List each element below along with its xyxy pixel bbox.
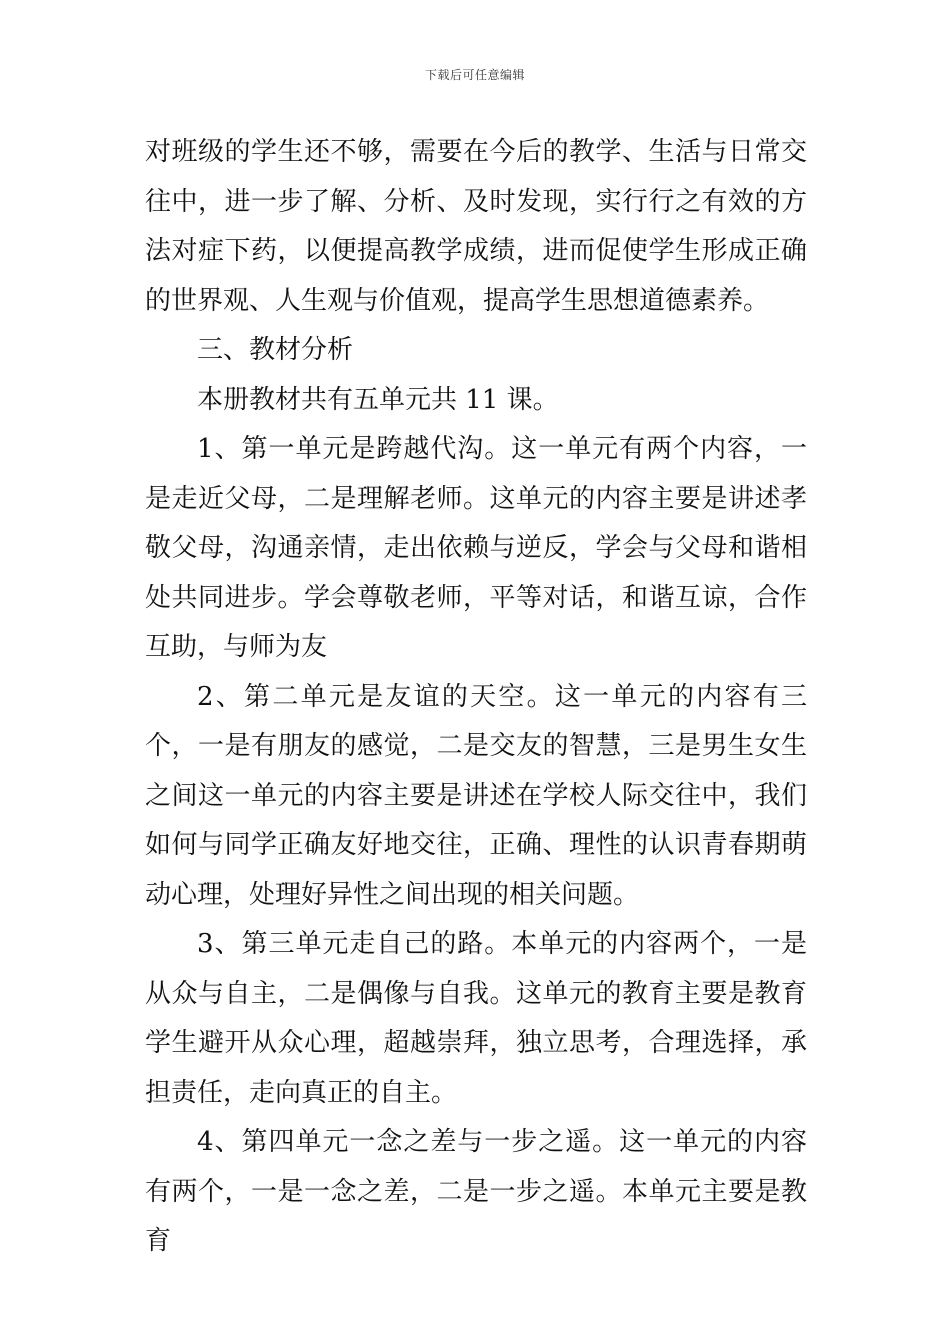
section-heading-textbook-analysis: 三、教材分析: [197, 335, 354, 365]
paragraph-overview: 本册教材共有五单元共 11 课。: [197, 384, 559, 415]
page-header-note: 下载后可任意编辑: [424, 68, 525, 82]
document-body: [145, 128, 807, 1267]
paragraph-unit-2: 2、第二单元是友谊的天空。这一单元的内容有三个，一是有朋友的感觉，二是交友的智慧，三是男生女生之间这一单元的内容主要是讲述在学校人际交往中，我们如何与同学正确友好地交往，正确、理性的认识青春期萌动心理，处理好异性之间出现的相关问题。: [145, 681, 807, 910]
paragraph-continuation: 对班级的学生还不够，需要在今后的教学、生活与日常交往中，进一步了解、分析、及时发现，实行行之有效的方法对症下药，以便提高教学成绩，进而促使学生形成正确的世界观、人生观与价值观，提高学生思想道德素养。: [145, 137, 807, 316]
paragraph-unit-1: 1、第一单元是跨越代沟。这一单元有两个内容，一是走近父母，二是理解老师。这单元的内容主要是讲述孝敬父母，沟通亲情，走出依赖与逆反，学会与父母和谐相处共同进步。学会尊敬老师，平等对话，和谐互谅，合作互助，与师为友: [145, 434, 807, 662]
paragraph-unit-4: 4、第四单元一念之差与一步之遥。这一单元的内容有两个，一是一念之差，二是一步之遥。本单元主要是教育: [145, 1127, 807, 1256]
paragraph-unit-3: 3、第三单元走自己的路。本单元的内容两个，一是从众与自主，二是偶像与自我。这单元的教育主要是教育学生避开从众心理，超越崇拜，独立思考，合理选择，承担责任，走向真正的自主。: [145, 929, 807, 1108]
